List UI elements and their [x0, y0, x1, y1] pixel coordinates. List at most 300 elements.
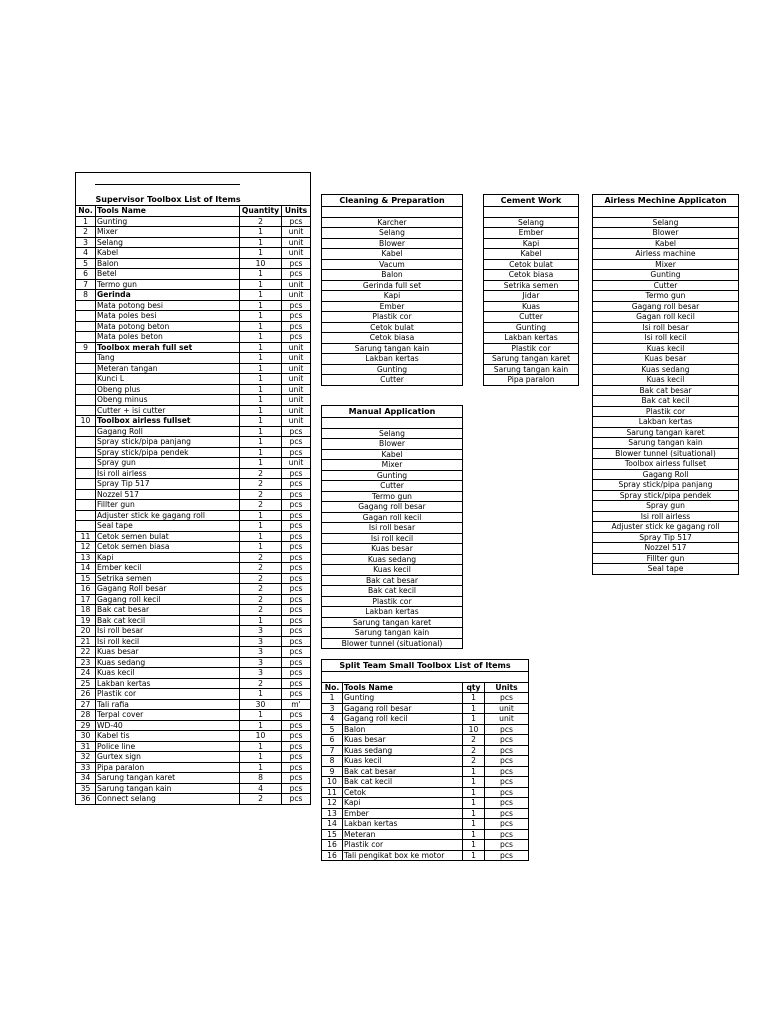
tool-units: pcs — [282, 447, 311, 458]
list-item-label: Kuas sedang — [593, 364, 739, 375]
tool-quantity: 1 — [240, 447, 282, 458]
table-row — [322, 777, 529, 788]
tool-units: unit — [282, 237, 311, 248]
tool-units: pcs — [282, 563, 311, 574]
list-item-label: Gunting — [593, 270, 739, 281]
list-item-label: Blower — [322, 439, 463, 450]
row-number: 15 — [322, 829, 343, 840]
tool-quantity: 1 — [240, 279, 282, 290]
list-item-label: Blower — [322, 238, 463, 249]
col-header-units: Units — [485, 682, 529, 693]
tool-units: pcs — [282, 258, 311, 269]
list-item — [593, 333, 739, 344]
row-number — [76, 321, 96, 332]
airless-title: Airless Mechine Applicaton — [593, 195, 739, 207]
tool-quantity: 1 — [463, 840, 485, 851]
tool-quantity: 2 — [240, 552, 282, 563]
tool-quantity: 1 — [240, 521, 282, 532]
row-number: 8 — [322, 756, 343, 767]
tool-units: unit — [282, 458, 311, 469]
list-item — [593, 249, 739, 260]
row-number: 17 — [76, 594, 96, 605]
table-row — [322, 703, 529, 714]
tool-name: Spray stick/pipa panjang — [96, 437, 240, 448]
tool-quantity: 2 — [240, 678, 282, 689]
tool-name: Seal tape — [96, 521, 240, 532]
list-item — [322, 449, 463, 460]
row-number — [76, 479, 96, 490]
list-item-label: Isi roll kecil — [322, 533, 463, 544]
list-item — [322, 575, 463, 586]
list-item-label: Cetok bulat — [484, 259, 579, 270]
tool-units: pcs — [282, 479, 311, 490]
list-item — [484, 228, 579, 239]
list-item — [484, 354, 579, 365]
tool-quantity: 1 — [240, 458, 282, 469]
table-row — [76, 531, 311, 542]
list-item-label: Kuas kecil — [593, 375, 739, 386]
list-item-label: Kabel — [593, 238, 739, 249]
tool-name: Kuas besar — [96, 647, 240, 658]
tool-quantity: 2 — [240, 584, 282, 595]
tool-units: pcs — [485, 840, 529, 851]
table-row — [76, 489, 311, 500]
tool-units: pcs — [485, 724, 529, 735]
list-item — [593, 312, 739, 323]
tool-units: pcs — [485, 819, 529, 830]
row-number — [76, 426, 96, 437]
tool-quantity: 1 — [240, 542, 282, 553]
list-item — [322, 259, 463, 270]
cleaning-title: Cleaning & Preparation — [322, 195, 463, 207]
list-item — [484, 259, 579, 270]
tool-name: Kabel — [96, 248, 240, 259]
row-number: 1 — [322, 693, 343, 704]
tool-name: Toolbox airless fullset — [96, 416, 240, 427]
cleaning-table — [321, 194, 463, 386]
table-row — [76, 248, 311, 259]
tool-quantity: 10 — [240, 258, 282, 269]
tool-quantity: 8 — [240, 773, 282, 784]
list-item — [593, 375, 739, 386]
col-header-no: No. — [322, 682, 343, 693]
list-item — [593, 280, 739, 291]
tool-quantity: 1 — [463, 787, 485, 798]
row-number — [76, 521, 96, 532]
tool-quantity: 2 — [240, 216, 282, 227]
list-item — [322, 364, 463, 375]
tool-name: Nozzel 517 — [96, 489, 240, 500]
table-row — [76, 416, 311, 427]
tool-units: unit — [282, 290, 311, 301]
table-row — [322, 735, 529, 746]
row-number: 13 — [76, 552, 96, 563]
list-item-label: Gagan roll kecil — [593, 312, 739, 323]
row-number — [76, 300, 96, 311]
list-item — [322, 343, 463, 354]
table-row — [76, 342, 311, 353]
row-number: 11 — [76, 531, 96, 542]
list-item — [593, 564, 739, 575]
tool-quantity: 1 — [240, 384, 282, 395]
list-item-label: Airless machine — [593, 249, 739, 260]
table-row — [76, 710, 311, 721]
row-number: 7 — [76, 279, 96, 290]
list-item-label: Selang — [322, 428, 463, 439]
list-item — [593, 385, 739, 396]
tool-name: Pipa paralon — [96, 762, 240, 773]
list-item-label: Fillter gun — [593, 553, 739, 564]
tool-quantity: 1 — [240, 405, 282, 416]
list-item — [484, 322, 579, 333]
list-item-label: Spray stick/pipa panjang — [593, 480, 739, 491]
list-item — [322, 512, 463, 523]
tool-name: Tali rafia — [96, 699, 240, 710]
table-row — [322, 840, 529, 851]
row-number: 9 — [322, 766, 343, 777]
tool-units: unit — [485, 703, 529, 714]
tool-name: Cetok semen biasa — [96, 542, 240, 553]
list-item — [484, 312, 579, 323]
tool-units: unit — [485, 714, 529, 725]
list-item-label: Plastik cor — [593, 406, 739, 417]
list-item — [322, 523, 463, 534]
table-row — [76, 720, 311, 731]
tool-units: unit — [282, 374, 311, 385]
tool-units: pcs — [282, 500, 311, 511]
row-number — [76, 468, 96, 479]
manual-table — [321, 405, 463, 649]
list-item — [322, 586, 463, 597]
tool-units: pcs — [485, 808, 529, 819]
table-row — [76, 332, 311, 343]
list-item — [484, 343, 579, 354]
tool-name: Mixer — [96, 227, 240, 238]
list-item-label: Selang — [593, 217, 739, 228]
row-number: 4 — [322, 714, 343, 725]
row-number — [76, 374, 96, 385]
tool-quantity: 1 — [240, 321, 282, 332]
tool-quantity: 1 — [240, 374, 282, 385]
tool-quantity: 2 — [240, 468, 282, 479]
list-item-label: Kabel — [484, 249, 579, 260]
list-item — [593, 301, 739, 312]
tool-quantity: 1 — [240, 689, 282, 700]
list-item-label: Sarung tangan kain — [484, 364, 579, 375]
tool-units: pcs — [282, 668, 311, 679]
row-number: 16 — [322, 850, 343, 861]
tool-quantity: 1 — [463, 798, 485, 809]
list-item-label: Plastik cor — [322, 596, 463, 607]
list-item — [484, 280, 579, 291]
row-number: 26 — [76, 689, 96, 700]
tool-units: pcs — [282, 752, 311, 763]
tool-quantity: 2 — [240, 500, 282, 511]
tool-name: Lakban kertas — [96, 678, 240, 689]
manual-title: Manual Application — [322, 406, 463, 418]
tool-units: unit — [282, 416, 311, 427]
tool-units: pcs — [282, 584, 311, 595]
list-item-label: Sarung tangan kain — [593, 438, 739, 449]
table-row — [76, 636, 311, 647]
list-item — [322, 491, 463, 502]
tool-name: Kunci L — [96, 374, 240, 385]
list-item — [593, 438, 739, 449]
tool-units: pcs — [485, 745, 529, 756]
tool-units: pcs — [282, 678, 311, 689]
list-item-label: Ember — [484, 228, 579, 239]
row-number: 24 — [76, 668, 96, 679]
list-item-label: Gagang Roll — [593, 469, 739, 480]
table-row — [76, 384, 311, 395]
tool-quantity: 1 — [463, 703, 485, 714]
tool-units: pcs — [485, 735, 529, 746]
tool-name: Sarung tangan kain — [96, 783, 240, 794]
list-item — [593, 501, 739, 512]
tool-name: Plastik cor — [343, 840, 463, 851]
list-item — [322, 333, 463, 344]
tool-name: Toolbox merah full set — [96, 342, 240, 353]
list-item-label: Mixer — [593, 259, 739, 270]
row-number: 8 — [76, 290, 96, 301]
tool-units: pcs — [282, 489, 311, 500]
table-row — [76, 699, 311, 710]
list-item-label: Setrika semen — [484, 280, 579, 291]
list-item-label: Ember — [322, 301, 463, 312]
row-number — [76, 405, 96, 416]
tool-quantity: 3 — [240, 647, 282, 658]
tool-quantity: 1 — [463, 819, 485, 830]
table-row — [76, 584, 311, 595]
list-item — [322, 460, 463, 471]
list-item-label: Gunting — [484, 322, 579, 333]
table-row — [76, 678, 311, 689]
list-item-label: Sarung tangan karet — [484, 354, 579, 365]
split-header-row — [322, 682, 529, 693]
row-number: 2 — [76, 227, 96, 238]
tool-quantity: 2 — [463, 735, 485, 746]
list-item — [322, 238, 463, 249]
split-table — [321, 659, 529, 861]
list-item — [593, 511, 739, 522]
tool-name: Kabel tis — [96, 731, 240, 742]
tool-name: Mata poles besi — [96, 311, 240, 322]
tool-quantity: 1 — [240, 741, 282, 752]
tool-quantity: 1 — [463, 850, 485, 861]
tool-name: Gunting — [343, 693, 463, 704]
row-number: 18 — [76, 605, 96, 616]
tool-name: Spray gun — [96, 458, 240, 469]
tool-quantity: 1 — [463, 693, 485, 704]
tool-units: pcs — [485, 850, 529, 861]
tool-units: pcs — [282, 573, 311, 584]
list-item-label: Lakban kertas — [593, 417, 739, 428]
tool-name: Obeng minus — [96, 395, 240, 406]
tool-quantity: 1 — [240, 395, 282, 406]
tool-units: pcs — [282, 689, 311, 700]
list-item — [484, 301, 579, 312]
list-item-label: Vacum — [322, 259, 463, 270]
tool-quantity: 2 — [240, 563, 282, 574]
tool-name: Cutter + isi cutter — [96, 405, 240, 416]
list-item — [322, 301, 463, 312]
list-item-label: Kabel — [322, 449, 463, 460]
table-row — [76, 290, 311, 301]
tool-quantity: 1 — [240, 363, 282, 374]
row-number: 15 — [76, 573, 96, 584]
table-row — [76, 500, 311, 511]
table-row — [76, 258, 311, 269]
list-item — [322, 502, 463, 513]
list-item — [593, 543, 739, 554]
tool-name: Gagang Roll besar — [96, 584, 240, 595]
list-item-label: Seal tape — [593, 564, 739, 575]
spacer-row — [322, 207, 463, 218]
list-item-label: Jidar — [484, 291, 579, 302]
row-number — [76, 458, 96, 469]
tool-name: Plastik cor — [96, 689, 240, 700]
list-item-label: Isi roll besar — [322, 523, 463, 534]
tool-units: pcs — [282, 531, 311, 542]
tool-name: Isi roll kecil — [96, 636, 240, 647]
tool-quantity: 10 — [240, 731, 282, 742]
tool-quantity: 1 — [240, 531, 282, 542]
list-item-label: Spray Tip 517 — [593, 532, 739, 543]
row-number: 23 — [76, 657, 96, 668]
row-number: 34 — [76, 773, 96, 784]
tool-name: Gunting — [96, 216, 240, 227]
col-header-qty: qty — [463, 682, 485, 693]
list-item — [593, 228, 739, 239]
tool-quantity: 1 — [240, 437, 282, 448]
table-row — [76, 773, 311, 784]
tool-units: unit — [282, 353, 311, 364]
row-number: 14 — [322, 819, 343, 830]
table-row — [76, 615, 311, 626]
tool-name: Lakban kertas — [343, 819, 463, 830]
supervisor-header-row — [76, 206, 311, 217]
tool-units: unit — [282, 405, 311, 416]
list-item-label: Isi roll airless — [593, 511, 739, 522]
row-number: 31 — [76, 741, 96, 752]
list-item — [593, 522, 739, 533]
table-row — [76, 794, 311, 805]
row-number — [76, 447, 96, 458]
list-item — [593, 354, 739, 365]
tool-units: pcs — [282, 794, 311, 805]
tool-name: Bak cat kecil — [96, 615, 240, 626]
list-item — [322, 428, 463, 439]
tool-quantity: 1 — [463, 829, 485, 840]
tool-units: pcs — [485, 756, 529, 767]
row-number: 10 — [322, 777, 343, 788]
tool-name: Bak cat kecil — [343, 777, 463, 788]
row-number: 36 — [76, 794, 96, 805]
table-row — [322, 819, 529, 830]
tool-units: pcs — [282, 731, 311, 742]
list-item — [593, 217, 739, 228]
tool-units: pcs — [282, 710, 311, 721]
list-item-label: Blower — [593, 228, 739, 239]
tool-name: Ember kecil — [96, 563, 240, 574]
list-item-label: Sarung tangan kain — [322, 628, 463, 639]
table-row — [76, 321, 311, 332]
tool-name: Cetok semen bulat — [96, 531, 240, 542]
list-item — [322, 439, 463, 450]
list-item — [484, 249, 579, 260]
tool-units: pcs — [282, 720, 311, 731]
table-row — [76, 542, 311, 553]
table-row — [322, 745, 529, 756]
row-number: 25 — [76, 678, 96, 689]
table-row — [76, 594, 311, 605]
list-item — [593, 469, 739, 480]
row-number: 27 — [76, 699, 96, 710]
table-row — [76, 374, 311, 385]
spacer-row — [593, 207, 739, 218]
tool-units: unit — [282, 363, 311, 374]
tool-name: Gurtex sign — [96, 752, 240, 763]
tool-quantity: 2 — [463, 756, 485, 767]
spacer-row — [322, 672, 529, 683]
row-number: 5 — [76, 258, 96, 269]
tool-name: Gagang Roll — [96, 426, 240, 437]
list-item — [593, 406, 739, 417]
tool-quantity: 1 — [463, 777, 485, 788]
row-number: 3 — [322, 703, 343, 714]
list-item — [322, 565, 463, 576]
list-item — [484, 333, 579, 344]
tool-units: pcs — [282, 741, 311, 752]
row-number: 6 — [322, 735, 343, 746]
supervisor-title: Supervisor Toolbox List of Items — [96, 194, 311, 206]
tool-quantity: 1 — [240, 290, 282, 301]
tool-units: pcs — [282, 321, 311, 332]
tool-name: Balon — [96, 258, 240, 269]
list-item — [322, 470, 463, 481]
tool-name: Bak cat besar — [96, 605, 240, 616]
list-item — [593, 270, 739, 281]
table-row — [76, 783, 311, 794]
table-row — [76, 605, 311, 616]
row-number — [76, 500, 96, 511]
tool-quantity: 1 — [240, 426, 282, 437]
table-row — [76, 762, 311, 773]
tool-name: Mata poles beton — [96, 332, 240, 343]
tool-quantity: 1 — [240, 416, 282, 427]
tool-quantity: 1 — [240, 269, 282, 280]
col-header-tools-name: Tools Name — [96, 206, 240, 217]
list-item — [322, 628, 463, 639]
list-item — [484, 217, 579, 228]
tool-quantity: 4 — [240, 783, 282, 794]
table-row — [76, 741, 311, 752]
table-row — [322, 693, 529, 704]
tool-name: Betel — [96, 269, 240, 280]
tool-quantity: 1 — [240, 300, 282, 311]
tool-quantity: 3 — [240, 626, 282, 637]
row-number — [76, 384, 96, 395]
list-item-label: Cutter — [322, 481, 463, 492]
list-item-label: Kapi — [484, 238, 579, 249]
table-row — [76, 216, 311, 227]
tool-name: Isi roll besar — [96, 626, 240, 637]
table-row — [76, 279, 311, 290]
tool-quantity: 1 — [240, 752, 282, 763]
tool-units: unit — [282, 227, 311, 238]
tool-units: pcs — [282, 437, 311, 448]
list-item — [484, 291, 579, 302]
